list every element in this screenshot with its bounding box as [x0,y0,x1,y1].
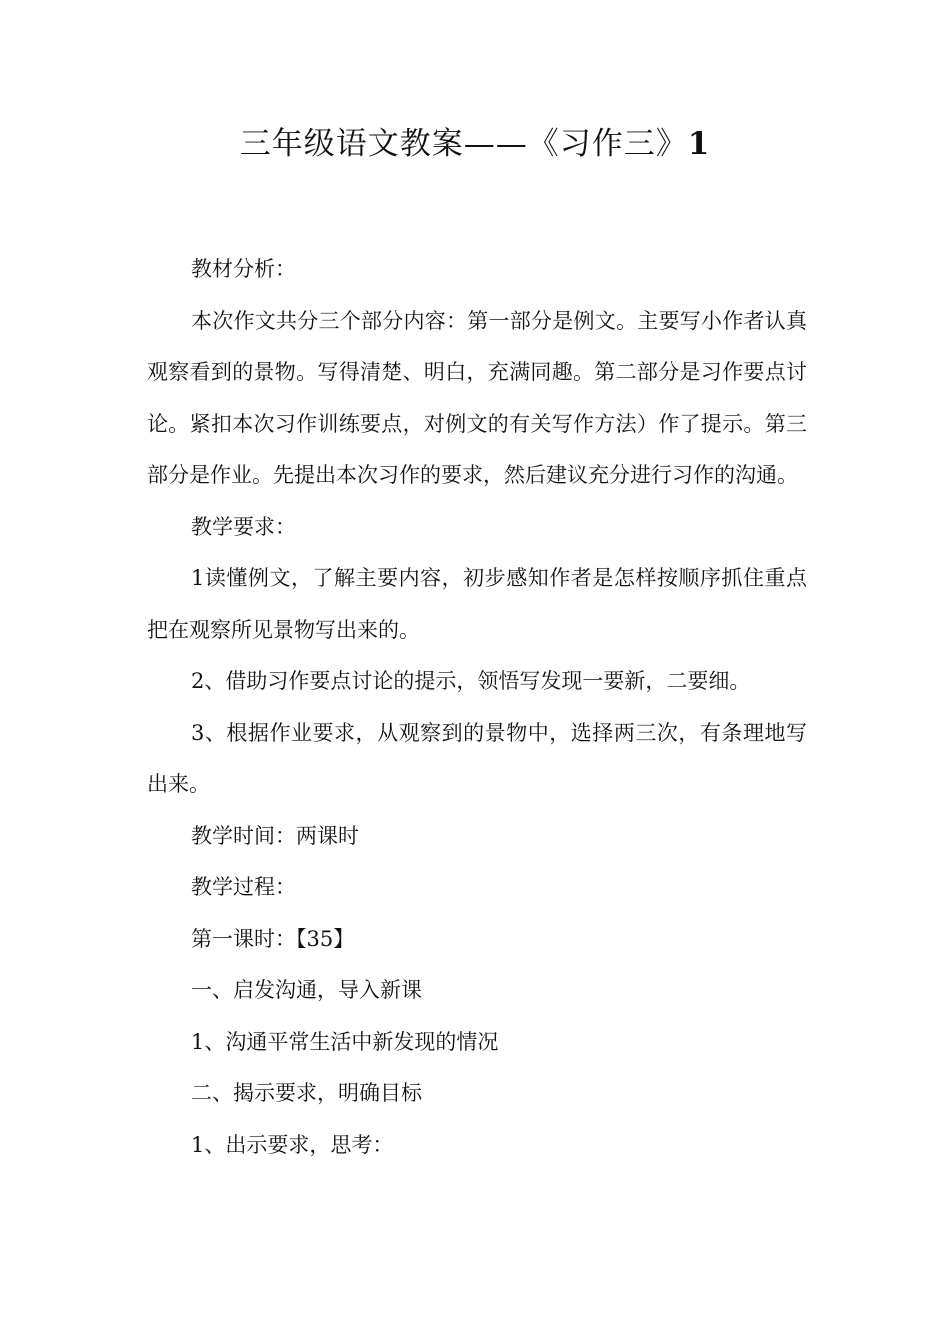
document-body [147,244,807,1171]
paragraph-analysis: 本次作文共分三个部分内容：第一部分是例文。主要写小作者认真观察看到的景物。写得清楚、明白，充满同趣。第二部分是习作要点讨论。紧扣本次习作训练要点，对例文的有关写作方法）作了提示。第三部分是作业。先提出本次习作的要求，然后建议充分进行习作的沟通。 [147,308,807,487]
section-one-heading: 一、启发沟通，导入新课 [191,978,422,1002]
requirement-2: 2、借助习作要点讨论的提示，领悟写发现一要新，二要细。 [191,669,751,693]
heading-teaching-requirements: 教学要求： [191,514,296,539]
section-two-heading: 二、揭示要求，明确目标 [191,1081,422,1105]
section-two-item-1: 1、出示要求，思考： [191,1132,394,1157]
title-main: 三年级语文教案——《习作三》 [239,126,688,162]
heading-textbook-analysis: 教材分析： [191,257,296,281]
document-title [0,122,950,166]
requirement-3: 3、根据作业要求，从观察到的景物中，选择两三次，有条理地写出来。 [147,720,807,796]
requirement-1: 1读懂例文，了解主要内容，初步感知作者是怎样按顺序抓住重点把在观察所见景物写出来的。 [147,566,807,642]
title-number: 1 [687,126,711,162]
teaching-time: 教学时间：两课时 [191,823,359,848]
heading-teaching-process: 教学过程： [191,875,296,899]
section-one-item-1: 1、沟通平常生活中新发现的情况 [191,1029,499,1054]
first-lesson: 第一课时：【35】 [191,926,355,951]
